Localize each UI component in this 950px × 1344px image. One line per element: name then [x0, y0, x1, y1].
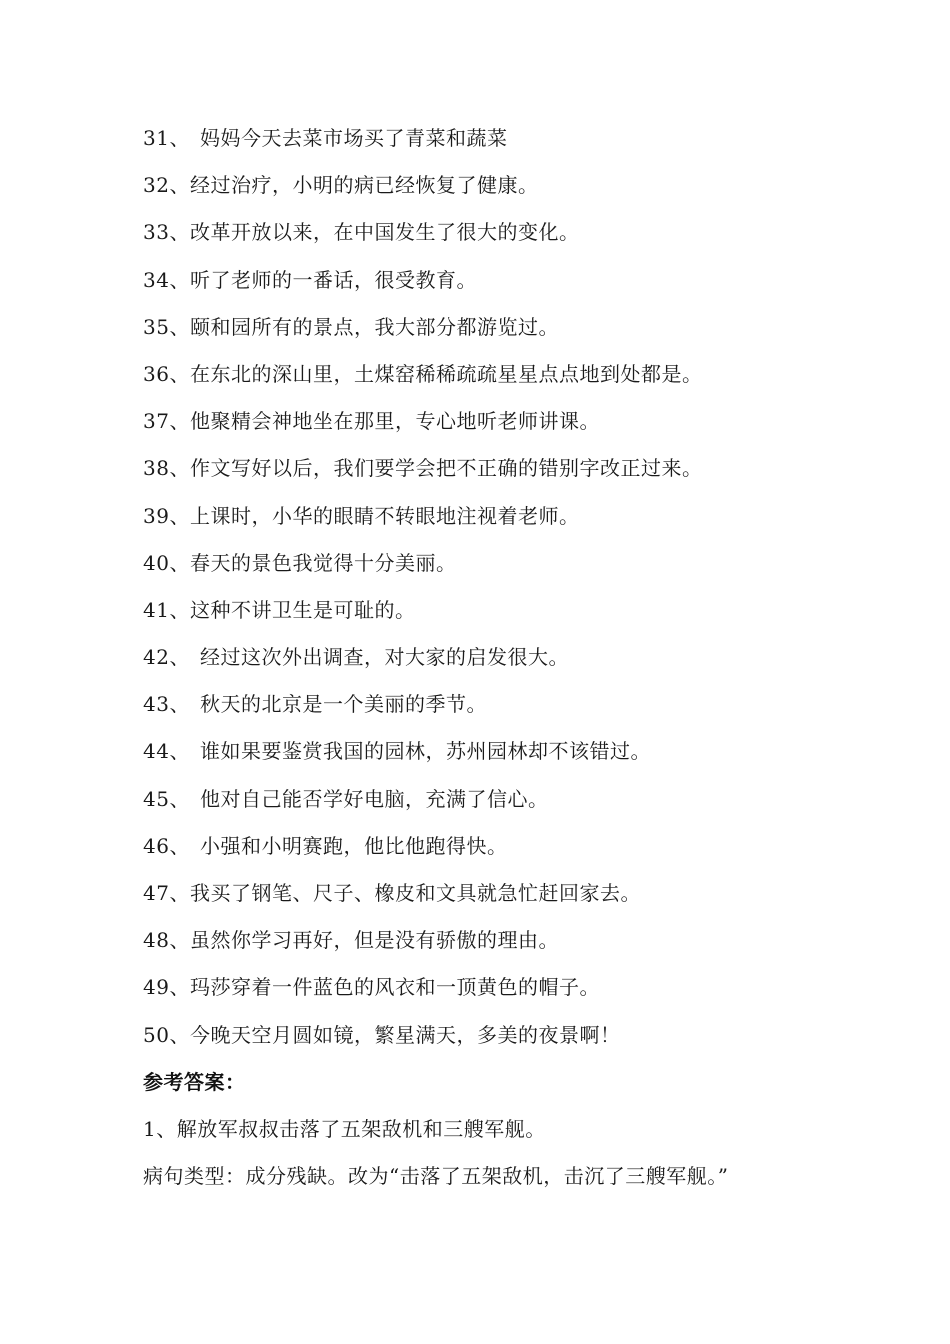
question-number: 33 — [143, 220, 170, 245]
question-text: 作文写好以后，我们要学会把不正确的错别字改正过来。 — [189, 456, 703, 481]
question-number: 42 — [143, 645, 170, 670]
question-text: 在东北的深山里，土煤窑稀稀疏疏星星点点地到处都是。 — [189, 361, 703, 386]
question-text: 他对自己能否学好电脑，充满了信心。 — [199, 786, 549, 811]
question-separator: 、 — [169, 645, 190, 670]
question-47 — [143, 873, 843, 920]
question-43 — [143, 684, 843, 731]
question-separator: 、 — [169, 126, 190, 150]
question-number: 47 — [143, 881, 170, 905]
question-text: 虽然你学习再好，但是没有骄傲的理由。 — [189, 928, 559, 953]
question-text: 谁如果要鉴赏我国的园林，苏州园林却不该错过。 — [199, 739, 651, 764]
question-37 — [143, 401, 843, 448]
question-40 — [143, 543, 843, 590]
question-number: 35 — [143, 314, 170, 339]
question-separator: 、 — [169, 1022, 190, 1047]
question-separator: 、 — [169, 361, 190, 386]
question-number: 36 — [143, 361, 170, 386]
question-text: 秋天的北京是一个美丽的季节。 — [199, 692, 487, 717]
answer-separator: 、 — [156, 1116, 177, 1141]
document-content — [143, 118, 843, 1203]
question-38 — [143, 448, 843, 495]
question-36 — [143, 354, 843, 401]
question-text: 颐和园所有的景点，我大部分都游览过。 — [189, 314, 559, 339]
question-text: 我买了钢笔、尺子、橡皮和文具就急忙赶回家去。 — [189, 881, 641, 905]
question-48 — [143, 920, 843, 967]
question-49 — [143, 967, 843, 1014]
question-text: 春天的景色我觉得十分美丽。 — [189, 550, 457, 575]
question-number: 43 — [143, 692, 170, 717]
question-32 — [143, 165, 843, 212]
question-39 — [143, 496, 843, 543]
question-separator: 、 — [169, 267, 190, 292]
question-text: 经过这次外出调查，对大家的启发很大。 — [199, 645, 569, 670]
question-number: 44 — [143, 739, 170, 764]
question-number: 46 — [143, 833, 170, 858]
question-44 — [143, 731, 843, 778]
question-number: 41 — [143, 597, 170, 622]
question-42 — [143, 637, 843, 684]
question-31 — [143, 118, 843, 165]
question-text: 小强和小明赛跑，他比他跑得快。 — [199, 833, 508, 858]
question-number: 50 — [143, 1022, 170, 1047]
question-separator: 、 — [169, 833, 190, 858]
question-text: 他聚精会神地坐在那里，专心地听老师讲课。 — [189, 409, 600, 434]
question-text: 改革开放以来，在中国发生了很大的变化。 — [189, 220, 580, 245]
question-number: 48 — [143, 928, 170, 953]
question-separator: 、 — [169, 975, 190, 1000]
question-separator: 、 — [169, 409, 190, 434]
question-33 — [143, 212, 843, 259]
question-separator: 、 — [169, 456, 190, 481]
answer-1-note: 病句类型：成分残缺。改为“击落了五架敌机，击沉了三艘军舰。” — [143, 1164, 729, 1189]
question-separator: 、 — [169, 786, 190, 811]
question-number: 38 — [143, 456, 170, 481]
question-35 — [143, 307, 843, 354]
question-text: 听了老师的一番话，很受教育。 — [189, 267, 477, 292]
question-separator: 、 — [169, 503, 190, 528]
question-46 — [143, 826, 843, 873]
answer-1 — [143, 1109, 843, 1156]
question-separator: 、 — [169, 173, 190, 198]
answer-text: 解放军叔叔击落了五架敌机和三艘军舰。 — [176, 1116, 546, 1141]
question-number: 31 — [143, 126, 170, 150]
question-number: 32 — [143, 173, 170, 198]
question-text: 玛莎穿着一件蓝色的风衣和一顶黄色的帽子。 — [189, 975, 600, 1000]
question-34 — [143, 260, 843, 307]
question-number: 39 — [143, 503, 170, 528]
question-separator: 、 — [169, 220, 190, 245]
question-text: 经过治疗，小明的病已经恢复了健康。 — [189, 173, 539, 198]
question-separator: 、 — [169, 597, 190, 622]
question-text: 今晚天空月圆如镜，繁星满天，多美的夜景啊！ — [189, 1022, 621, 1047]
question-number: 40 — [143, 550, 170, 575]
question-separator: 、 — [169, 550, 190, 575]
question-separator: 、 — [169, 881, 190, 905]
question-number: 34 — [143, 267, 170, 292]
question-number: 49 — [143, 975, 170, 1000]
question-separator: 、 — [169, 692, 190, 717]
question-text: 这种不讲卫生是可耻的。 — [189, 597, 416, 622]
question-number: 45 — [143, 786, 170, 811]
question-50 — [143, 1015, 843, 1062]
question-text: 上课时，小华的眼睛不转眼地注视着老师。 — [189, 503, 580, 528]
question-text: 妈妈今天去菜市场买了青菜和蔬菜 — [199, 126, 508, 150]
question-41 — [143, 590, 843, 637]
question-number: 37 — [143, 409, 170, 434]
question-separator: 、 — [169, 739, 190, 764]
answer-number: 1 — [143, 1116, 157, 1141]
answers-heading: 参考答案： — [143, 1069, 246, 1094]
question-45 — [143, 779, 843, 826]
question-separator: 、 — [169, 314, 190, 339]
question-separator: 、 — [169, 928, 190, 953]
